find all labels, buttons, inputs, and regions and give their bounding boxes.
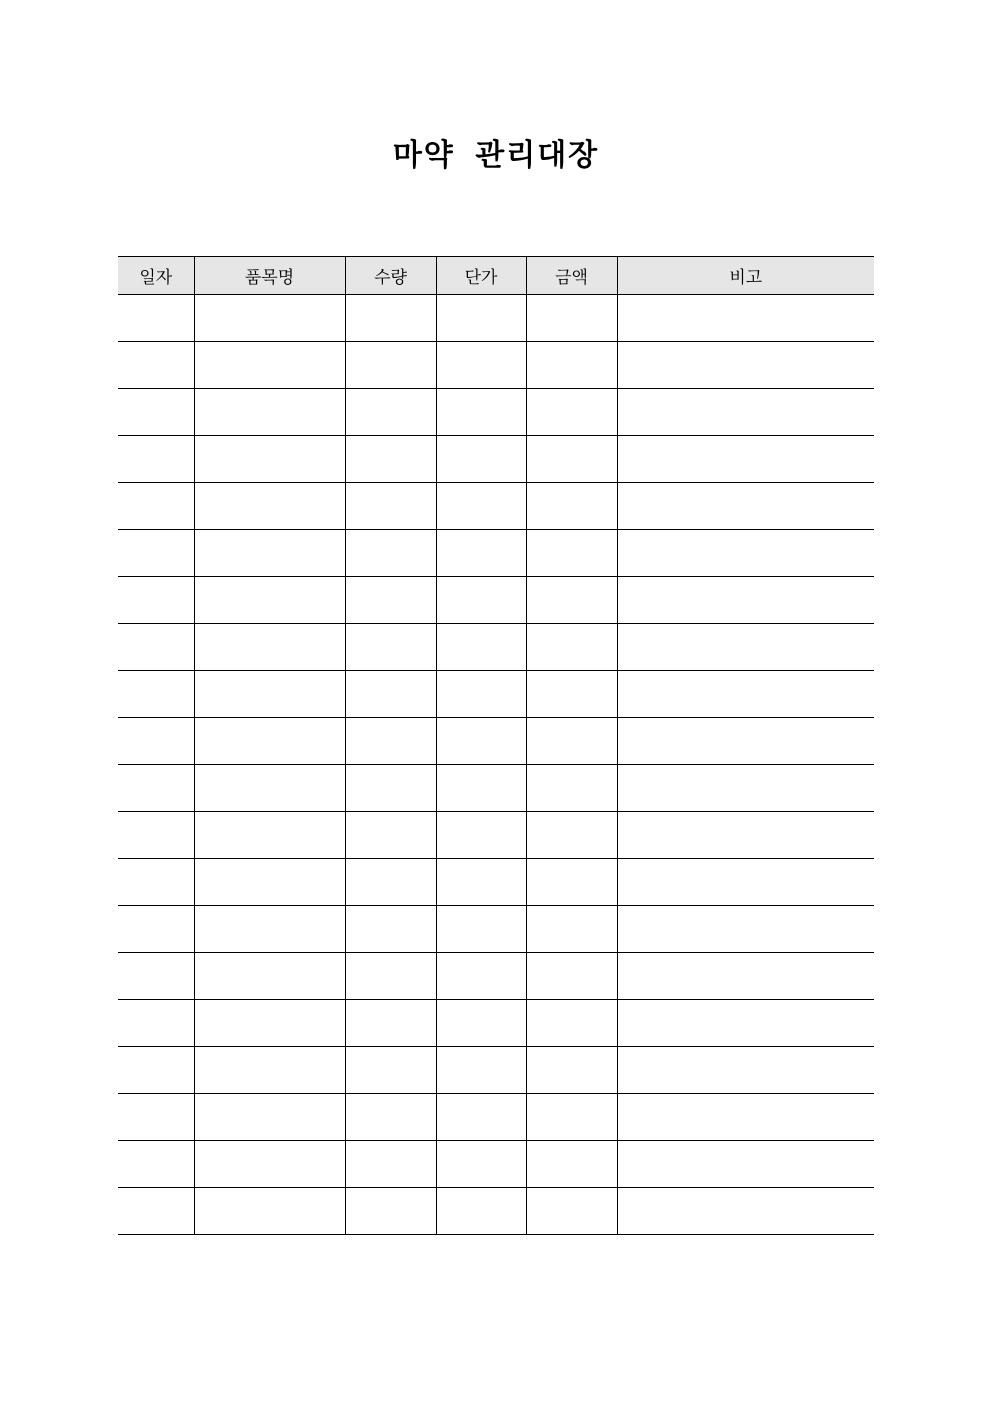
header-quantity: 수량	[345, 257, 436, 295]
cell-amount[interactable]	[526, 671, 617, 718]
header-date: 일자	[118, 257, 194, 295]
cell-amount[interactable]	[526, 906, 617, 953]
table-row	[118, 718, 874, 765]
cell-amount[interactable]	[526, 1094, 617, 1141]
cell-remarks[interactable]	[617, 765, 874, 812]
cell-item-name[interactable]	[194, 1047, 345, 1094]
cell-remarks[interactable]	[617, 295, 874, 342]
cell-item-name[interactable]	[194, 1000, 345, 1047]
cell-quantity[interactable]	[345, 1141, 436, 1188]
cell-amount[interactable]	[526, 624, 617, 671]
table-row	[118, 1000, 874, 1047]
cell-date[interactable]	[118, 577, 194, 624]
cell-date[interactable]	[118, 342, 194, 389]
table-row	[118, 483, 874, 530]
cell-item-name[interactable]	[194, 859, 345, 906]
table-row	[118, 1094, 874, 1141]
header-unit-price: 단가	[436, 257, 526, 295]
cell-unit-price[interactable]	[436, 1047, 526, 1094]
cell-quantity[interactable]	[345, 483, 436, 530]
cell-remarks[interactable]	[617, 436, 874, 483]
cell-remarks[interactable]	[617, 671, 874, 718]
cell-item-name[interactable]	[194, 389, 345, 436]
cell-date[interactable]	[118, 389, 194, 436]
cell-date[interactable]	[118, 295, 194, 342]
cell-date[interactable]	[118, 1141, 194, 1188]
cell-remarks[interactable]	[617, 1094, 874, 1141]
cell-date[interactable]	[118, 1188, 194, 1235]
cell-amount[interactable]	[526, 812, 617, 859]
cell-date[interactable]	[118, 859, 194, 906]
cell-remarks[interactable]	[617, 1188, 874, 1235]
cell-quantity[interactable]	[345, 624, 436, 671]
cell-remarks[interactable]	[617, 812, 874, 859]
cell-unit-price[interactable]	[436, 671, 526, 718]
cell-remarks[interactable]	[617, 389, 874, 436]
cell-date[interactable]	[118, 530, 194, 577]
table-row	[118, 624, 874, 671]
cell-unit-price[interactable]	[436, 765, 526, 812]
cell-date[interactable]	[118, 812, 194, 859]
cell-date[interactable]	[118, 624, 194, 671]
cell-date[interactable]	[118, 1000, 194, 1047]
cell-remarks[interactable]	[617, 483, 874, 530]
table-row	[118, 765, 874, 812]
cell-item-name[interactable]	[194, 577, 345, 624]
cell-unit-price[interactable]	[436, 389, 526, 436]
cell-quantity[interactable]	[345, 765, 436, 812]
cell-date[interactable]	[118, 1094, 194, 1141]
cell-unit-price[interactable]	[436, 624, 526, 671]
cell-unit-price[interactable]	[436, 812, 526, 859]
header-item-name: 품목명	[194, 257, 345, 295]
header-row	[118, 257, 874, 295]
cell-item-name[interactable]	[194, 342, 345, 389]
cell-unit-price[interactable]	[436, 577, 526, 624]
cell-item-name[interactable]	[194, 1094, 345, 1141]
table-row	[118, 342, 874, 389]
cell-amount[interactable]	[526, 436, 617, 483]
table-row	[118, 530, 874, 577]
cell-item-name[interactable]	[194, 624, 345, 671]
cell-unit-price[interactable]	[436, 436, 526, 483]
cell-date[interactable]	[118, 671, 194, 718]
cell-unit-price[interactable]	[436, 1000, 526, 1047]
table-row	[118, 295, 874, 342]
cell-quantity[interactable]	[345, 1000, 436, 1047]
cell-unit-price[interactable]	[436, 342, 526, 389]
cell-unit-price[interactable]	[436, 1094, 526, 1141]
cell-item-name[interactable]	[194, 436, 345, 483]
cell-remarks[interactable]	[617, 1000, 874, 1047]
cell-unit-price[interactable]	[436, 953, 526, 1000]
cell-amount[interactable]	[526, 530, 617, 577]
cell-quantity[interactable]	[345, 389, 436, 436]
cell-quantity[interactable]	[345, 859, 436, 906]
cell-amount[interactable]	[526, 483, 617, 530]
ledger-table	[118, 256, 874, 1235]
cell-remarks[interactable]	[617, 859, 874, 906]
cell-quantity[interactable]	[345, 906, 436, 953]
cell-amount[interactable]	[526, 1047, 617, 1094]
cell-quantity[interactable]	[345, 577, 436, 624]
header-remarks: 비고	[617, 257, 874, 295]
cell-amount[interactable]	[526, 295, 617, 342]
cell-quantity[interactable]	[345, 1188, 436, 1235]
table-row	[118, 906, 874, 953]
cell-amount[interactable]	[526, 859, 617, 906]
cell-amount[interactable]	[526, 718, 617, 765]
cell-quantity[interactable]	[345, 671, 436, 718]
cell-unit-price[interactable]	[436, 859, 526, 906]
cell-remarks[interactable]	[617, 906, 874, 953]
cell-item-name[interactable]	[194, 1141, 345, 1188]
cell-date[interactable]	[118, 718, 194, 765]
header-amount: 금액	[526, 257, 617, 295]
cell-item-name[interactable]	[194, 295, 345, 342]
cell-quantity[interactable]	[345, 295, 436, 342]
cell-unit-price[interactable]	[436, 1188, 526, 1235]
cell-quantity[interactable]	[345, 953, 436, 1000]
cell-date[interactable]	[118, 953, 194, 1000]
cell-amount[interactable]	[526, 1000, 617, 1047]
table-row	[118, 1047, 874, 1094]
cell-amount[interactable]	[526, 765, 617, 812]
cell-unit-price[interactable]	[436, 906, 526, 953]
cell-item-name[interactable]	[194, 953, 345, 1000]
cell-remarks[interactable]	[617, 577, 874, 624]
table-row	[118, 953, 874, 1000]
cell-item-name[interactable]	[194, 1188, 345, 1235]
cell-remarks[interactable]	[617, 1141, 874, 1188]
cell-remarks[interactable]	[617, 718, 874, 765]
cell-amount[interactable]	[526, 389, 617, 436]
cell-unit-price[interactable]	[436, 295, 526, 342]
table-row	[118, 859, 874, 906]
cell-date[interactable]	[118, 765, 194, 812]
cell-quantity[interactable]	[345, 530, 436, 577]
table-row	[118, 577, 874, 624]
cell-remarks[interactable]	[617, 530, 874, 577]
cell-item-name[interactable]	[194, 483, 345, 530]
cell-remarks[interactable]	[617, 953, 874, 1000]
table-row	[118, 671, 874, 718]
cell-item-name[interactable]	[194, 765, 345, 812]
page-title: 마약 관리대장	[392, 138, 600, 173]
cell-date[interactable]	[118, 483, 194, 530]
cell-amount[interactable]	[526, 1141, 617, 1188]
cell-remarks[interactable]	[617, 624, 874, 671]
cell-quantity[interactable]	[345, 1047, 436, 1094]
cell-quantity[interactable]	[345, 436, 436, 483]
cell-date[interactable]	[118, 436, 194, 483]
cell-item-name[interactable]	[194, 530, 345, 577]
cell-item-name[interactable]	[194, 671, 345, 718]
cell-amount[interactable]	[526, 577, 617, 624]
table-row	[118, 1188, 874, 1235]
cell-date[interactable]	[118, 906, 194, 953]
cell-quantity[interactable]	[345, 342, 436, 389]
cell-amount[interactable]	[526, 1188, 617, 1235]
table-row	[118, 812, 874, 859]
cell-item-name[interactable]	[194, 906, 345, 953]
cell-remarks[interactable]	[617, 1047, 874, 1094]
cell-quantity[interactable]	[345, 812, 436, 859]
cell-amount[interactable]	[526, 953, 617, 1000]
cell-amount[interactable]	[526, 342, 617, 389]
table-row	[118, 1141, 874, 1188]
cell-item-name[interactable]	[194, 812, 345, 859]
cell-remarks[interactable]	[617, 342, 874, 389]
ledger-body	[118, 295, 874, 1235]
cell-quantity[interactable]	[345, 718, 436, 765]
table-row	[118, 436, 874, 483]
cell-quantity[interactable]	[345, 1094, 436, 1141]
cell-item-name[interactable]	[194, 718, 345, 765]
cell-unit-price[interactable]	[436, 483, 526, 530]
cell-unit-price[interactable]	[436, 718, 526, 765]
cell-unit-price[interactable]	[436, 1141, 526, 1188]
cell-unit-price[interactable]	[436, 530, 526, 577]
table-row	[118, 389, 874, 436]
cell-date[interactable]	[118, 1047, 194, 1094]
